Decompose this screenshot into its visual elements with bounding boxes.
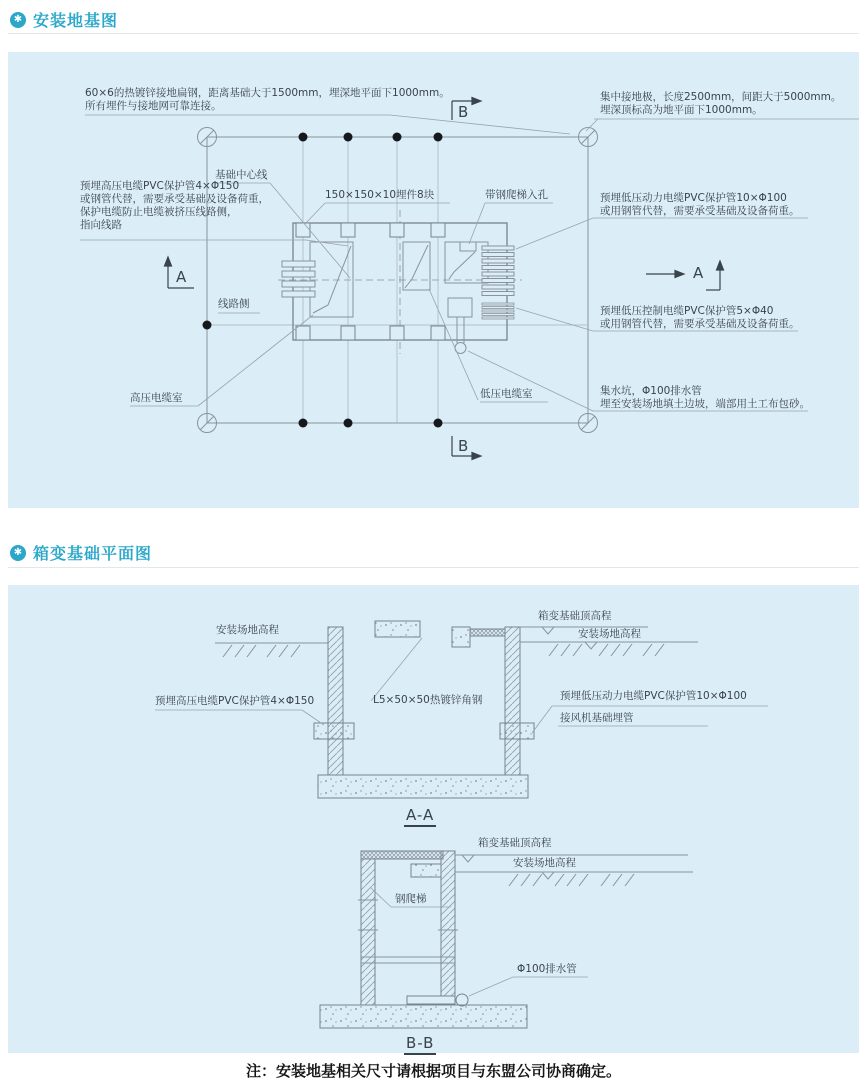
ann-hv-pipes: 预埋高压电缆PVC保护管4×Φ150 或钢管代替，需要承受基础及设备荷重， 保护电缆防止电缆被挤压线路侧， 指向线路	[80, 180, 269, 231]
label-angle-steel: L5×50×50热镀锌角钢	[373, 694, 483, 706]
label-site-elevation-aa-right: 安装场地高程	[578, 628, 641, 640]
ann-lv-pipe-aa-line2: 接风机基础埋管	[560, 712, 634, 724]
aa-left-wall	[328, 627, 343, 775]
label-line-side: 线路侧	[218, 298, 250, 310]
aa-right-wall	[505, 627, 520, 775]
bb-drain-pipe	[407, 996, 455, 1004]
section1-title: 安装地基图	[33, 11, 119, 30]
section1-header	[10, 8, 118, 31]
bb-curb-block	[411, 864, 441, 877]
section2-header	[10, 541, 152, 564]
aa-left-pipe-sleeve	[314, 723, 354, 739]
label-site-elevation-bb: 安装场地高程	[513, 857, 576, 869]
bb-right-wall	[441, 851, 455, 1005]
section-marker-a-right: A	[693, 264, 704, 282]
ann-grounding-electrode: 集中接地极，长度2500mm，间距大于5000mm。 埋深顶标高为地平面下1000mm。	[600, 91, 842, 116]
aa-leader-lines	[155, 638, 768, 733]
ann-grounding-flat-steel: 60×6的热镀锌接地扁钢，距离基础大于1500mm，埋深地平面下1000mm。 所有埋件与接地网可靠连接。	[85, 87, 450, 112]
label-box-top-elevation-aa: 箱变基础顶高程	[538, 610, 612, 622]
aa-cover-slab	[375, 621, 420, 637]
lv-power-pipe-stubs	[482, 246, 514, 296]
label-box-top-elevation-bb: 箱变基础顶高程	[478, 837, 552, 849]
label-steel-ladder: 钢爬梯	[395, 893, 427, 905]
label-lv-room: 低压电缆室	[480, 388, 533, 400]
label-center-line: 基础中心线	[215, 169, 268, 181]
section-marker-a-left: A	[176, 268, 187, 286]
header-divider	[8, 33, 859, 34]
ann-sump: 集水坑，Φ100排水管 埋至安装场地填土边坡，端部用土工布包砂。	[600, 385, 810, 410]
ann-hv-pipe-aa: 预埋高压电缆PVC保护管4×Φ150	[155, 695, 315, 707]
foundation-plan-panel	[8, 52, 859, 508]
bb-left-wall	[361, 859, 375, 1005]
section-label-bb: B-B	[404, 1034, 436, 1055]
bottom-note: 注：安装地基相关尺寸请根据项目与东盟公司协商确定。	[245, 1062, 621, 1080]
ann-lv-pipe-aa-line1: 预埋低压动力电缆PVC保护管10×Φ100	[560, 690, 747, 702]
foundation-plan-drawing	[8, 52, 859, 508]
aa-base-slab	[318, 775, 528, 798]
bb-base-slab	[320, 1005, 527, 1028]
section-aa-drawing	[155, 621, 768, 798]
aa-grade-left	[215, 643, 328, 657]
ann-lv-power-pipes: 预埋低压动力电缆PVC保护管10×Φ100 或用钢管代替，需要承受基础及设备荷重。	[600, 192, 800, 217]
section-bb-drawing	[320, 851, 693, 1028]
section-bullet-icon: ✱	[10, 545, 26, 561]
label-hv-room: 高压电缆室	[130, 392, 183, 404]
sump-and-drain	[448, 298, 472, 354]
label-drain-pipe: Φ100排水管	[517, 963, 577, 975]
bb-drain-outlet	[456, 994, 468, 1006]
leader-lines	[80, 115, 859, 411]
aa-right-pipe-sleeve	[500, 723, 534, 739]
label-manhole: 带钢爬梯入孔	[485, 189, 548, 201]
section-bullet-icon: ✱	[10, 12, 26, 28]
section-views-panel	[8, 585, 859, 1053]
lv-control-pipe-stubs	[482, 303, 514, 319]
section-marker-b-bottom: B	[458, 437, 469, 455]
label-site-elevation-aa-left: 安装场地高程	[216, 624, 279, 636]
label-embed-plates: 150×150×10埋件8块	[325, 189, 435, 201]
ann-lv-control-pipes: 预埋低压控制电缆PVC保护管5×Φ40 或用钢管代替，需要承受基础及设备荷重。	[600, 305, 800, 330]
header-divider	[8, 567, 859, 568]
section2-title: 箱变基础平面图	[33, 544, 153, 563]
hv-cable-room-opening	[310, 242, 353, 317]
section-marker-b-top: B	[458, 103, 469, 121]
aa-curb-block	[452, 627, 470, 647]
bb-top-cover	[361, 851, 443, 859]
lv-cable-room-opening	[403, 242, 430, 290]
aa-angle-steel-strip	[470, 629, 505, 636]
section-label-aa: A-A	[404, 806, 436, 827]
